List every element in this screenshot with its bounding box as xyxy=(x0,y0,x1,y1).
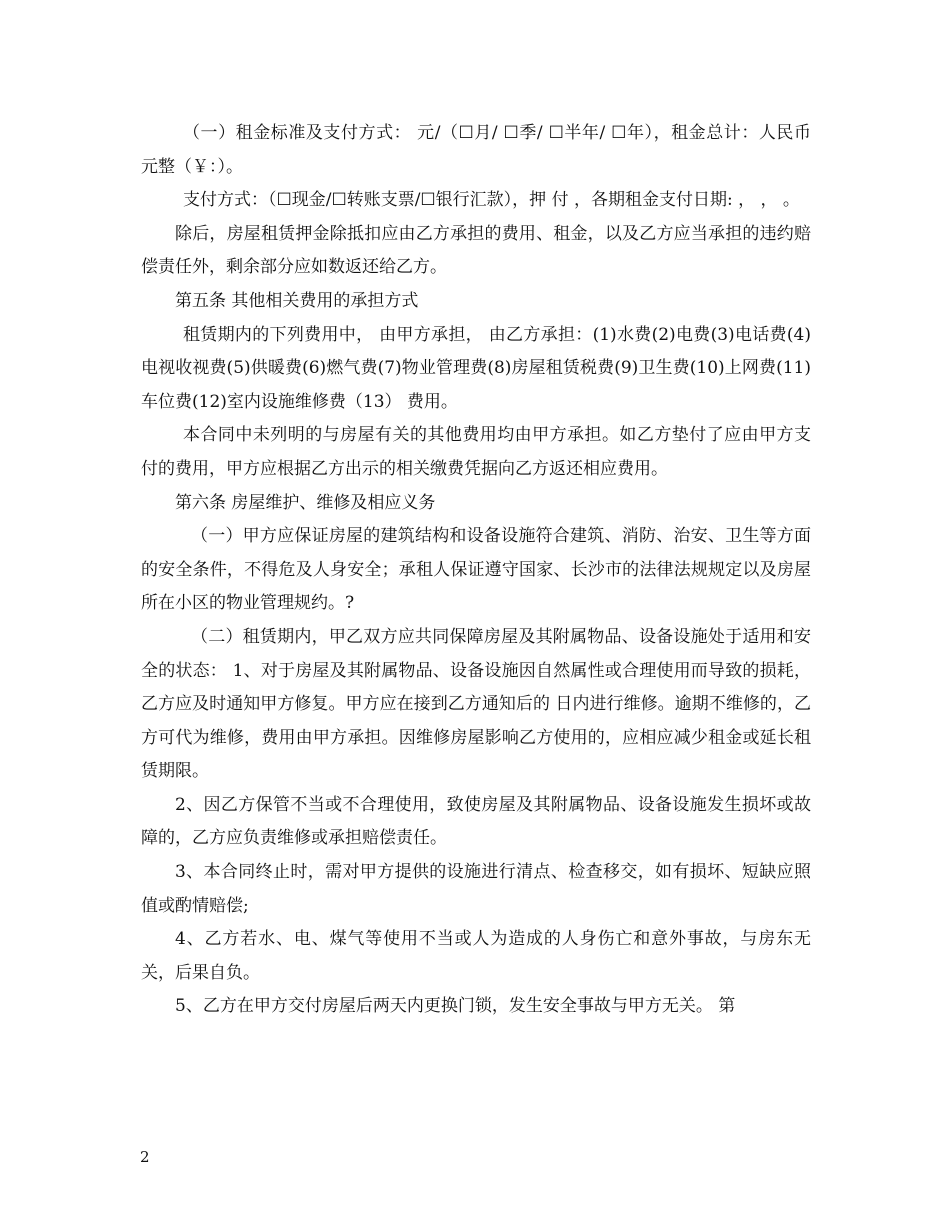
paragraph-maintenance-duty: （二）租赁期内，甲乙双方应共同保障房屋及其附属物品、设备设施处于适用和安全的状态： 1、对于房屋及其附属物品、设备设施因自然属性或合理使用而导致的损耗，乙方应及时通知甲方修复。甲方应在接到乙方通知后的 日内进行维修。逾期不维修的，乙方可代为维修，费用由甲方承担。因维修房屋影响乙方使用的，应相应减少租金或延长租赁期限。 xyxy=(141,626,811,782)
paragraph-safety-conditions: （一）甲方应保证房屋的建筑结构和设备设施符合建筑、消防、治安、卫生等方面的安全条件，不得危及人身安全；承租人保证遵守国家、长沙市的法律法规规定以及房屋所在小区的物业管理规约。? xyxy=(141,526,811,614)
document-body xyxy=(141,117,811,1024)
paragraph-rent-standard: （一）租金标准及支付方式： 元/（☐月/ ☐季/ ☐半年/ ☐年），租金总计：人民币 元整（￥：）。 xyxy=(141,123,811,177)
section-heading-article-5: 第五条 其他相关费用的承担方式 xyxy=(175,290,419,311)
section-heading-article-6: 第六条 房屋维护、维修及相应义务 xyxy=(175,492,436,513)
paragraph-item-2: 2、因乙方保管不当或不合理使用，致使房屋及其附属物品、设备设施发生损坏或故障的，乙方应负责维修或承担赔偿责任。 xyxy=(141,794,811,849)
page-number: 2 xyxy=(140,1148,150,1166)
paragraph-item-5: 5、乙方在甲方交付房屋后两天内更换门锁，发生安全事故与甲方无关。 第 xyxy=(175,996,736,1017)
paragraph-other-fees: 本合同中未列明的与房屋有关的其他费用均由甲方承担。如乙方垫付了应由甲方支付的费用，甲方应根据乙方出示的相关缴费凭据向乙方返还相应费用。 xyxy=(141,425,811,479)
paragraph-fee-list: 租赁期内的下列费用中， 由甲方承担， 由乙方承担：(1)水费(2)电费(3)电话费(4)电视收视费(5)供暖费(6)燃气费(7)物业管理费(8)房屋租赁税费(9)卫生费(10)上网费(11)车位费(12)室内设施维修费（13） 费用。 xyxy=(141,324,811,412)
paragraph-payment-method: 支付方式：（☐现金/☐转账支票/☐银行汇款），押 付 ，各期租金支付日期: ， ， 。 xyxy=(183,190,800,211)
paragraph-deposit-refund: 除后，房屋租赁押金除抵扣应由乙方承担的费用、租金，以及乙方应当承担的违约赔偿责任外，剩余部分应如数返还给乙方。 xyxy=(141,223,811,278)
paragraph-item-4: 4、乙方若水、电、煤气等使用不当或人为造成的人身伤亡和意外事故，与房东无关，后果自负。 xyxy=(141,929,811,983)
paragraph-item-3: 3、本合同终止时，需对甲方提供的设施进行清点、检查移交，如有损坏、短缺应照值或酌情赔偿; xyxy=(141,862,811,916)
